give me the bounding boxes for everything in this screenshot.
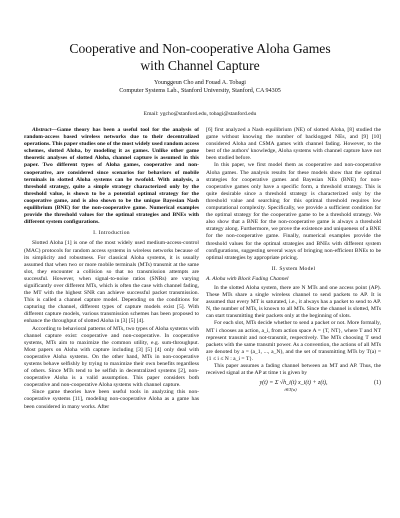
body-paragraph-1: [6] first analyzed a Nash equilibrium (NE) of slotted Aloha, [8] studied the game without knowing the number of backlogged NEs, and [9] [10] considered Aloha and CSMA games with channel fading. However, to the best of the authors' knowledge, Aloha systems with channel capture have not been studied before. [206,127,381,162]
equation-body: y(t) = Σ √h_i(t) x_i(t) + z(t), [259,380,328,387]
author-email: Email: ygcho@stanford.edu, tobagi@stanford.edu [143,111,257,117]
section-heading-introduction: I. Introduction [93,230,130,237]
right-column [206,127,381,394]
abstract-text: —Game theory has been a useful tool for the analysis of random-access based wireless networks due to their decentralized operations. This paper studies one of the most widely used random access schemes, slotted Aloha, by modeling it as games. Unlike other game theoretic analyses of slotted Aloha, channel capture is assumed in this paper. Two different types of Aloha games, cooperative and non-cooperative, are considered since scenarios for behaviors of mobile terminals in slotted Aloha systems can be twofold. With analysis, a threshold strategy, quite a simple strategy characterized only by the threshold value, is shown to be a potential optimal strategy for the cooperative game, and is also shown to be the unique Bayesian Nash equilibrium (BNE) for the non-cooperative game. Numerical examples provide the threshold values for the optimal strategies and BNEs with different system configurations. [24,127,199,226]
equation-1 [206,380,381,392]
author-block [20,79,380,95]
title-line-2: with Channel Capture [140,58,260,73]
left-column [24,127,199,411]
intro-paragraph-2: According to behavioral patterns of MTs, two types of Aloha systems with channel capture exist: cooperative and non-cooperative. In cooperative systems, MTs aim to maximize the common utility, e.g. sum-throughput. Most papers on Aloha with capture including [3] [5] [4] only deal with cooperative Aloha systems. On the other hand, MTs in non-cooperative systems behave selfishly by trying to maximize their own benefits regardless of others. Since MTs tend to be selfish in decentralized systems [2], non-cooperative Aloha is a valid assumption. This paper considers both cooperative and non-cooperative Aloha systems with channel capture. [24,325,199,389]
abstract-label: Abstract [32,127,52,133]
body-paragraph-2: In this paper, we first model them as cooperative and non-cooperative Aloha games. The analysis results for these models show that the optimal strategies for cooperative games and Bayesian NEs (BNE) for non-cooperative games only have a specific form, a threshold strategy. This is quite desirable since a threshold strategy is characterized only by the threshold value and searching for this optimal threshold requires low computational complexity. Specifically, we provide a sufficient condition for the optimal strategy for the cooperative game to be a threshold strategy. We also show that a BNE for the non-cooperative game is always a threshold strategy along. Furthermore, we prove the existence and uniqueness of a BNE for the non-cooperative game. Finally, numerical examples provide the threshold values for the optimal strategies and BNEs with different system configurations, suggesting several ways of bringing non-efficient BNEs to be optimal strategies by appropriate pricing. [206,162,381,261]
intro-paragraph-1: Slotted Aloha [1] is one of the most widely used medium-access-control (MAC) protocols for random access systems in wireless networks because of its simplicity and robustness. For classical Aloha systems, it is usually assumed that when two or more mobile terminals (MTs) transmit at the same slot, they encounter a collision so that no transmission attempts are successful. However, when signal-to-noise ratios (SNRs) are varying significantly over different MTs, which is often the case with channel fading, the MT with the highest SNR can achieve successful packet transmission. This is called a channel capture model. Depending on the conditions for capturing the channel, different types of capture models exist [5]. With different capture models, various transmission schemes has been proposed to enhance the throughput of slotted Aloha in [3] [5] [4]. [24,240,199,325]
author-affiliation: Computer Systems Lab., Stanford University, Stanford, CA 94305 [119,88,281,94]
body-paragraph-4: For each slot, MTs decide whether to send a packet or not. More formally, MT i chooses an action, a_i, from action space A = {T, NT}, where T and NT represent transmit and not-transmit, respectively. The MTs choosing T send packets with the same transmit power. As a convention, the actions of all MTs are denoted by a = (a_1, ..., a_N), and the set of transmitting MTs by T(a) = {1 ≤ i ≤ N : a_i = T}. [206,320,381,362]
abstract [24,127,199,226]
body-paragraph-5: This paper assumes a fading channel between an MT and AP. Thus, the received signal at the AP at time t is given by [206,363,381,377]
equation-subscript: i∈T(a) [284,387,297,393]
subsection-heading-block-fading: A. Aloha with Block Fading Channel [206,275,289,282]
equation-number: (1) [374,380,381,387]
paper-title [20,40,380,74]
section-heading-system-model: II. System Model [271,265,316,272]
intro-paragraph-3: Since game theories have been useful tools in analyzing this non-cooperative systems [11], modeling non-cooperative Aloha as a game has been considered in many works. After [24,389,199,410]
title-line-1: Cooperative and Non-cooperative Aloha Games [69,41,331,56]
body-paragraph-3: In the slotted Aloha system, there are N MTs and one access point (AP). These MTs share a single wireless channel to send packets to AP. It is assumed that every MT is saturated, i.e., it always has a packet to send to AP. N, the number of MTs, is known to all MTs. Since the channel is slotted, MTs can start transmitting their packets only at the beginning of slots. [206,284,381,320]
author-names: Younggeun Cho and Fouad A. Tobagi [154,80,246,86]
